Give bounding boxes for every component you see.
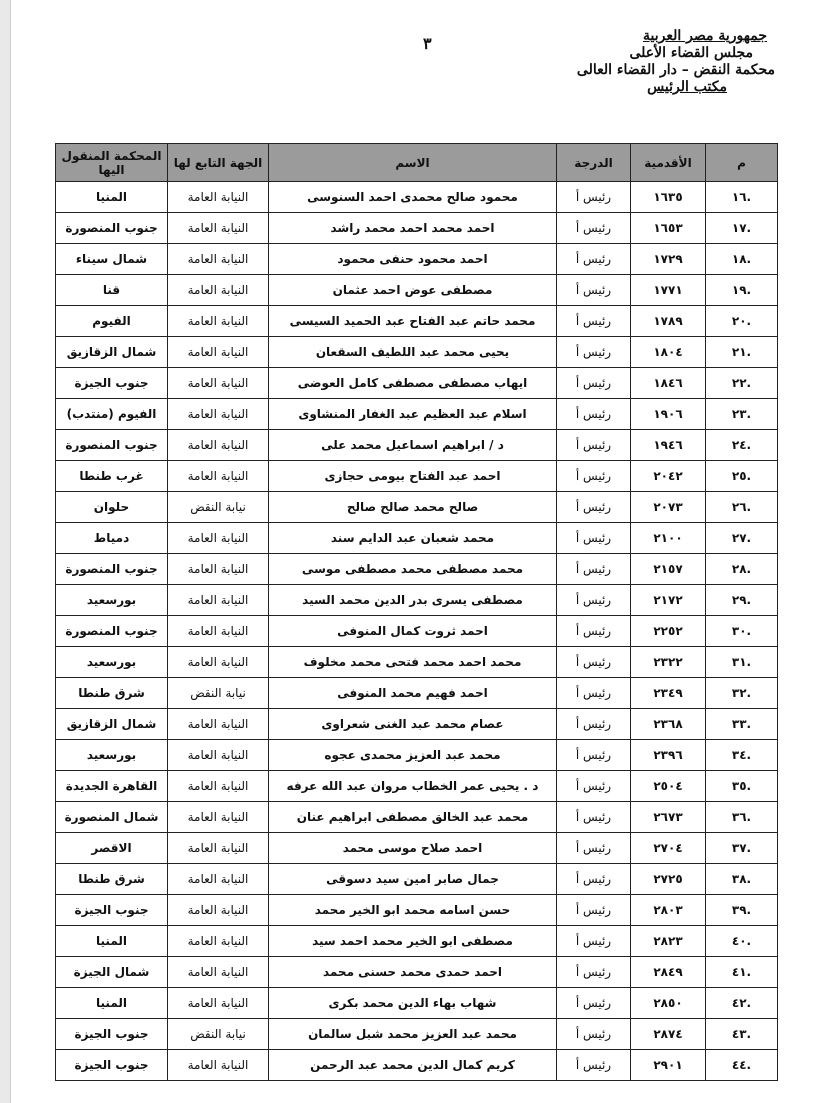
cell-seniority: ١٩٤٦ bbox=[631, 430, 706, 461]
cell-seniority: ١٩٠٦ bbox=[631, 399, 706, 430]
cell-seniority: ٢٩٠١ bbox=[631, 1050, 706, 1081]
cell-grade: رئيس أ bbox=[557, 1050, 631, 1081]
cell-affiliation: النيابة العامة bbox=[168, 895, 269, 926]
cell-name: صالح محمد صالح صالح bbox=[269, 492, 557, 523]
table-row bbox=[56, 554, 778, 585]
table-row bbox=[56, 771, 778, 802]
cell-destination-court: شمال المنصورة bbox=[56, 802, 168, 833]
cell-destination-court: المنيا bbox=[56, 926, 168, 957]
cell-name: مصطفى يسرى بدر الدين محمد السيد bbox=[269, 585, 557, 616]
cell-destination-court: المنيا bbox=[56, 988, 168, 1019]
cell-name: محمد شعبان عبد الدايم سند bbox=[269, 523, 557, 554]
cell-grade: رئيس أ bbox=[557, 368, 631, 399]
cell-seniority: ٢٢٥٢ bbox=[631, 616, 706, 647]
cell-grade: رئيس أ bbox=[557, 275, 631, 306]
cell-destination-court: بورسعيد bbox=[56, 740, 168, 771]
cell-destination-court: جنوب الجيزة bbox=[56, 1019, 168, 1050]
cell-seniority: ١٧٧١ bbox=[631, 275, 706, 306]
cell-number: .١٩ bbox=[706, 275, 778, 306]
cell-name: محمد عبد الخالق مصطفى ابراهيم عنان bbox=[269, 802, 557, 833]
table-row bbox=[56, 864, 778, 895]
table-row bbox=[56, 678, 778, 709]
cell-grade: رئيس أ bbox=[557, 523, 631, 554]
cell-grade: رئيس أ bbox=[557, 306, 631, 337]
cell-seniority: ٢١٥٧ bbox=[631, 554, 706, 585]
cell-affiliation: النيابة العامة bbox=[168, 740, 269, 771]
table-row bbox=[56, 926, 778, 957]
cell-name: محمد عبد العزيز محمد شبل سالمان bbox=[269, 1019, 557, 1050]
cell-grade: رئيس أ bbox=[557, 399, 631, 430]
cell-name: محمد عبد العزيز محمدى عجوه bbox=[269, 740, 557, 771]
cell-seniority: ٢١٠٠ bbox=[631, 523, 706, 554]
cell-grade: رئيس أ bbox=[557, 771, 631, 802]
cell-affiliation: النيابة العامة bbox=[168, 957, 269, 988]
cell-affiliation: النيابة العامة bbox=[168, 306, 269, 337]
cell-grade: رئيس أ bbox=[557, 709, 631, 740]
cell-name: احمد فهيم محمد المنوفى bbox=[269, 678, 557, 709]
table-row bbox=[56, 833, 778, 864]
cell-number: .٢٣ bbox=[706, 399, 778, 430]
cell-name: اسلام عبد العظيم عبد الغفار المنشاوى bbox=[269, 399, 557, 430]
table-row bbox=[56, 213, 778, 244]
cell-grade: رئيس أ bbox=[557, 678, 631, 709]
cell-destination-court: شمال الزقازيق bbox=[56, 337, 168, 368]
cell-seniority: ٢٨٧٤ bbox=[631, 1019, 706, 1050]
cell-number: .٢٧ bbox=[706, 523, 778, 554]
table-row bbox=[56, 430, 778, 461]
cell-name: محمد احمد محمد فتحى محمد مخلوف bbox=[269, 647, 557, 678]
cell-destination-court: بورسعيد bbox=[56, 647, 168, 678]
cell-affiliation: النيابة العامة bbox=[168, 802, 269, 833]
cell-seniority: ٢١٧٢ bbox=[631, 585, 706, 616]
cell-destination-court: القاهرة الجديدة bbox=[56, 771, 168, 802]
cell-grade: رئيس أ bbox=[557, 1019, 631, 1050]
cell-destination-court: جنوب المنصورة bbox=[56, 213, 168, 244]
cell-name: مصطفى ابو الخير محمد احمد سيد bbox=[269, 926, 557, 957]
letterhead-office: مكتب الرئيس bbox=[647, 79, 727, 95]
cell-grade: رئيس أ bbox=[557, 647, 631, 678]
table-row bbox=[56, 709, 778, 740]
cell-grade: رئيس أ bbox=[557, 213, 631, 244]
cell-affiliation: النيابة العامة bbox=[168, 988, 269, 1019]
cell-number: .٣٩ bbox=[706, 895, 778, 926]
cell-affiliation: النيابة العامة bbox=[168, 864, 269, 895]
cell-seniority: ٢٧٢٥ bbox=[631, 864, 706, 895]
cell-affiliation: النيابة العامة bbox=[168, 616, 269, 647]
cell-grade: رئيس أ bbox=[557, 895, 631, 926]
cell-grade: رئيس أ bbox=[557, 182, 631, 213]
cell-name: د . يحيى عمر الخطاب مروان عبد الله عرفه bbox=[269, 771, 557, 802]
cell-destination-court: جنوب الجيزة bbox=[56, 368, 168, 399]
cell-destination-court: جنوب الجيزة bbox=[56, 1050, 168, 1081]
cell-destination-court: شمال سيناء bbox=[56, 244, 168, 275]
cell-affiliation: النيابة العامة bbox=[168, 771, 269, 802]
cell-destination-court: جنوب المنصورة bbox=[56, 616, 168, 647]
table-row bbox=[56, 492, 778, 523]
cell-destination-court: بورسعيد bbox=[56, 585, 168, 616]
cell-name: كريم كمال الدين محمد عبد الرحمن bbox=[269, 1050, 557, 1081]
cell-affiliation: نيابة النقض bbox=[168, 678, 269, 709]
cell-name: احمد عبد الفتاح بيومى حجازى bbox=[269, 461, 557, 492]
cell-number: .١٦ bbox=[706, 182, 778, 213]
cell-affiliation: النيابة العامة bbox=[168, 399, 269, 430]
cell-number: .٣١ bbox=[706, 647, 778, 678]
cell-seniority: ٢٨٠٣ bbox=[631, 895, 706, 926]
column-header-grade: الدرجة bbox=[557, 144, 631, 182]
cell-grade: رئيس أ bbox=[557, 585, 631, 616]
cell-grade: رئيس أ bbox=[557, 833, 631, 864]
cell-affiliation: النيابة العامة bbox=[168, 244, 269, 275]
cell-number: .٢٥ bbox=[706, 461, 778, 492]
transfers-table bbox=[55, 143, 778, 1081]
cell-name: شهاب بهاء الدين محمد بكرى bbox=[269, 988, 557, 1019]
table-row bbox=[56, 957, 778, 988]
cell-seniority: ٢٣٤٩ bbox=[631, 678, 706, 709]
cell-number: .٢١ bbox=[706, 337, 778, 368]
cell-number: .١٧ bbox=[706, 213, 778, 244]
cell-name: حسن اسامه محمد ابو الخير محمد bbox=[269, 895, 557, 926]
cell-number: .٤٢ bbox=[706, 988, 778, 1019]
column-header-number: م bbox=[706, 144, 778, 182]
cell-affiliation: النيابة العامة bbox=[168, 926, 269, 957]
cell-grade: رئيس أ bbox=[557, 430, 631, 461]
cell-seniority: ٢٥٠٤ bbox=[631, 771, 706, 802]
cell-number: .١٨ bbox=[706, 244, 778, 275]
cell-grade: رئيس أ bbox=[557, 461, 631, 492]
table-row bbox=[56, 585, 778, 616]
cell-grade: رئيس أ bbox=[557, 554, 631, 585]
cell-grade: رئيس أ bbox=[557, 740, 631, 771]
cell-name: احمد ثروت كمال المنوفى bbox=[269, 616, 557, 647]
cell-destination-court: شرق طنطا bbox=[56, 864, 168, 895]
cell-seniority: ١٧٢٩ bbox=[631, 244, 706, 275]
letterhead-republic: جمهورية مصر العربية bbox=[643, 28, 767, 44]
cell-affiliation: النيابة العامة bbox=[168, 461, 269, 492]
cell-affiliation: النيابة العامة bbox=[168, 709, 269, 740]
cell-affiliation: النيابة العامة bbox=[168, 337, 269, 368]
cell-seniority: ١٦٥٣ bbox=[631, 213, 706, 244]
table-row bbox=[56, 461, 778, 492]
table-row bbox=[56, 368, 778, 399]
cell-seniority: ١٨٤٦ bbox=[631, 368, 706, 399]
cell-seniority: ٢٣٩٦ bbox=[631, 740, 706, 771]
column-header-destination-court: المحكمة المنقول اليها bbox=[56, 144, 168, 182]
column-header-name: الاسم bbox=[269, 144, 557, 182]
cell-seniority: ٢٦٧٣ bbox=[631, 802, 706, 833]
cell-affiliation: النيابة العامة bbox=[168, 368, 269, 399]
page-number: ٣ bbox=[423, 34, 432, 53]
cell-name: محمد حاتم عبد الفتاح عبد الحميد السيسى bbox=[269, 306, 557, 337]
cell-name: د / ابراهيم اسماعيل محمد على bbox=[269, 430, 557, 461]
cell-seniority: ٢٣٦٨ bbox=[631, 709, 706, 740]
cell-affiliation: النيابة العامة bbox=[168, 523, 269, 554]
cell-name: احمد محمود حنفى محمود bbox=[269, 244, 557, 275]
cell-affiliation: النيابة العامة bbox=[168, 1050, 269, 1081]
cell-affiliation: النيابة العامة bbox=[168, 554, 269, 585]
cell-seniority: ٢٧٠٤ bbox=[631, 833, 706, 864]
cell-grade: رئيس أ bbox=[557, 864, 631, 895]
cell-seniority: ٢٨٢٣ bbox=[631, 926, 706, 957]
cell-destination-court: شمال الزقازيق bbox=[56, 709, 168, 740]
cell-affiliation: النيابة العامة bbox=[168, 213, 269, 244]
cell-name: احمد حمدى محمد حسنى محمد bbox=[269, 957, 557, 988]
cell-number: .٣٦ bbox=[706, 802, 778, 833]
cell-destination-court: جنوب المنصورة bbox=[56, 430, 168, 461]
table-body bbox=[56, 182, 778, 1081]
cell-grade: رئيس أ bbox=[557, 926, 631, 957]
cell-name: ايهاب مصطفى مصطفى كامل العوضى bbox=[269, 368, 557, 399]
table-row bbox=[56, 740, 778, 771]
cell-affiliation: النيابة العامة bbox=[168, 275, 269, 306]
letterhead-court: محكمة النقض – دار القضاء العالى bbox=[576, 62, 775, 78]
cell-seniority: ٢٣٢٢ bbox=[631, 647, 706, 678]
table-header-row bbox=[56, 144, 778, 182]
cell-destination-court: جنوب الجيزة bbox=[56, 895, 168, 926]
cell-number: .٢٠ bbox=[706, 306, 778, 337]
cell-number: .٣٢ bbox=[706, 678, 778, 709]
letterhead bbox=[475, 28, 775, 96]
cell-grade: رئيس أ bbox=[557, 957, 631, 988]
cell-destination-court: المنيا bbox=[56, 182, 168, 213]
table-row bbox=[56, 616, 778, 647]
cell-seniority: ١٨٠٤ bbox=[631, 337, 706, 368]
cell-seniority: ٢٠٧٣ bbox=[631, 492, 706, 523]
cell-seniority: ٢٨٤٩ bbox=[631, 957, 706, 988]
table-row bbox=[56, 337, 778, 368]
cell-affiliation: نيابة النقض bbox=[168, 1019, 269, 1050]
cell-destination-court: الفيوم (منتدب) bbox=[56, 399, 168, 430]
table-row bbox=[56, 306, 778, 337]
cell-grade: رئيس أ bbox=[557, 244, 631, 275]
cell-seniority: ٢٠٤٢ bbox=[631, 461, 706, 492]
table-row bbox=[56, 802, 778, 833]
cell-number: .٣٨ bbox=[706, 864, 778, 895]
cell-number: .٢٢ bbox=[706, 368, 778, 399]
cell-number: .٣٧ bbox=[706, 833, 778, 864]
cell-destination-court: دمياط bbox=[56, 523, 168, 554]
cell-name: احمد صلاح موسى محمد bbox=[269, 833, 557, 864]
table-row bbox=[56, 647, 778, 678]
cell-affiliation: نيابة النقض bbox=[168, 492, 269, 523]
table-row bbox=[56, 1050, 778, 1081]
column-header-seniority: الأقدمية bbox=[631, 144, 706, 182]
cell-destination-court: غرب طنطا bbox=[56, 461, 168, 492]
table-row bbox=[56, 182, 778, 213]
table-row bbox=[56, 1019, 778, 1050]
cell-number: .٤١ bbox=[706, 957, 778, 988]
cell-grade: رئيس أ bbox=[557, 802, 631, 833]
cell-name: يحيى محمد عبد اللطيف السقعان bbox=[269, 337, 557, 368]
cell-name: محمد مصطفى محمد مصطفى موسى bbox=[269, 554, 557, 585]
table-row bbox=[56, 895, 778, 926]
cell-destination-court: جنوب المنصورة bbox=[56, 554, 168, 585]
cell-grade: رئيس أ bbox=[557, 988, 631, 1019]
cell-grade: رئيس أ bbox=[557, 337, 631, 368]
cell-name: احمد محمد احمد محمد راشد bbox=[269, 213, 557, 244]
cell-seniority: ٢٨٥٠ bbox=[631, 988, 706, 1019]
cell-affiliation: النيابة العامة bbox=[168, 430, 269, 461]
cell-name: محمود صالح محمدى احمد السنوسى bbox=[269, 182, 557, 213]
cell-affiliation: النيابة العامة bbox=[168, 833, 269, 864]
cell-destination-court: قنا bbox=[56, 275, 168, 306]
cell-number: .٢٤ bbox=[706, 430, 778, 461]
cell-number: .٢٨ bbox=[706, 554, 778, 585]
cell-affiliation: النيابة العامة bbox=[168, 585, 269, 616]
cell-destination-court: الفيوم bbox=[56, 306, 168, 337]
cell-number: .٤٣ bbox=[706, 1019, 778, 1050]
cell-destination-court: شمال الجيزة bbox=[56, 957, 168, 988]
cell-number: .٣٤ bbox=[706, 740, 778, 771]
table-row bbox=[56, 988, 778, 1019]
cell-seniority: ١٦٣٥ bbox=[631, 182, 706, 213]
table-row bbox=[56, 275, 778, 306]
cell-number: .٢٦ bbox=[706, 492, 778, 523]
table-row bbox=[56, 399, 778, 430]
letterhead-council: مجلس القضاء الأعلى bbox=[629, 45, 753, 61]
cell-number: .٤٤ bbox=[706, 1050, 778, 1081]
cell-destination-court: شرق طنطا bbox=[56, 678, 168, 709]
cell-number: .٣٥ bbox=[706, 771, 778, 802]
cell-destination-court: حلوان bbox=[56, 492, 168, 523]
cell-destination-court: الاقصر bbox=[56, 833, 168, 864]
table-row bbox=[56, 523, 778, 554]
cell-affiliation: النيابة العامة bbox=[168, 647, 269, 678]
cell-name: جمال صابر امين سيد دسوقى bbox=[269, 864, 557, 895]
cell-name: مصطفى عوض احمد عثمان bbox=[269, 275, 557, 306]
cell-number: .٢٩ bbox=[706, 585, 778, 616]
cell-number: .٣٣ bbox=[706, 709, 778, 740]
cell-grade: رئيس أ bbox=[557, 616, 631, 647]
cell-affiliation: النيابة العامة bbox=[168, 182, 269, 213]
column-header-affiliation: الجهة التابع لها bbox=[168, 144, 269, 182]
table-row bbox=[56, 244, 778, 275]
table-header bbox=[56, 144, 778, 182]
cell-name: عصام محمد عبد الغنى شعراوى bbox=[269, 709, 557, 740]
cell-seniority: ١٧٨٩ bbox=[631, 306, 706, 337]
cell-grade: رئيس أ bbox=[557, 492, 631, 523]
cell-number: .٤٠ bbox=[706, 926, 778, 957]
cell-number: .٣٠ bbox=[706, 616, 778, 647]
